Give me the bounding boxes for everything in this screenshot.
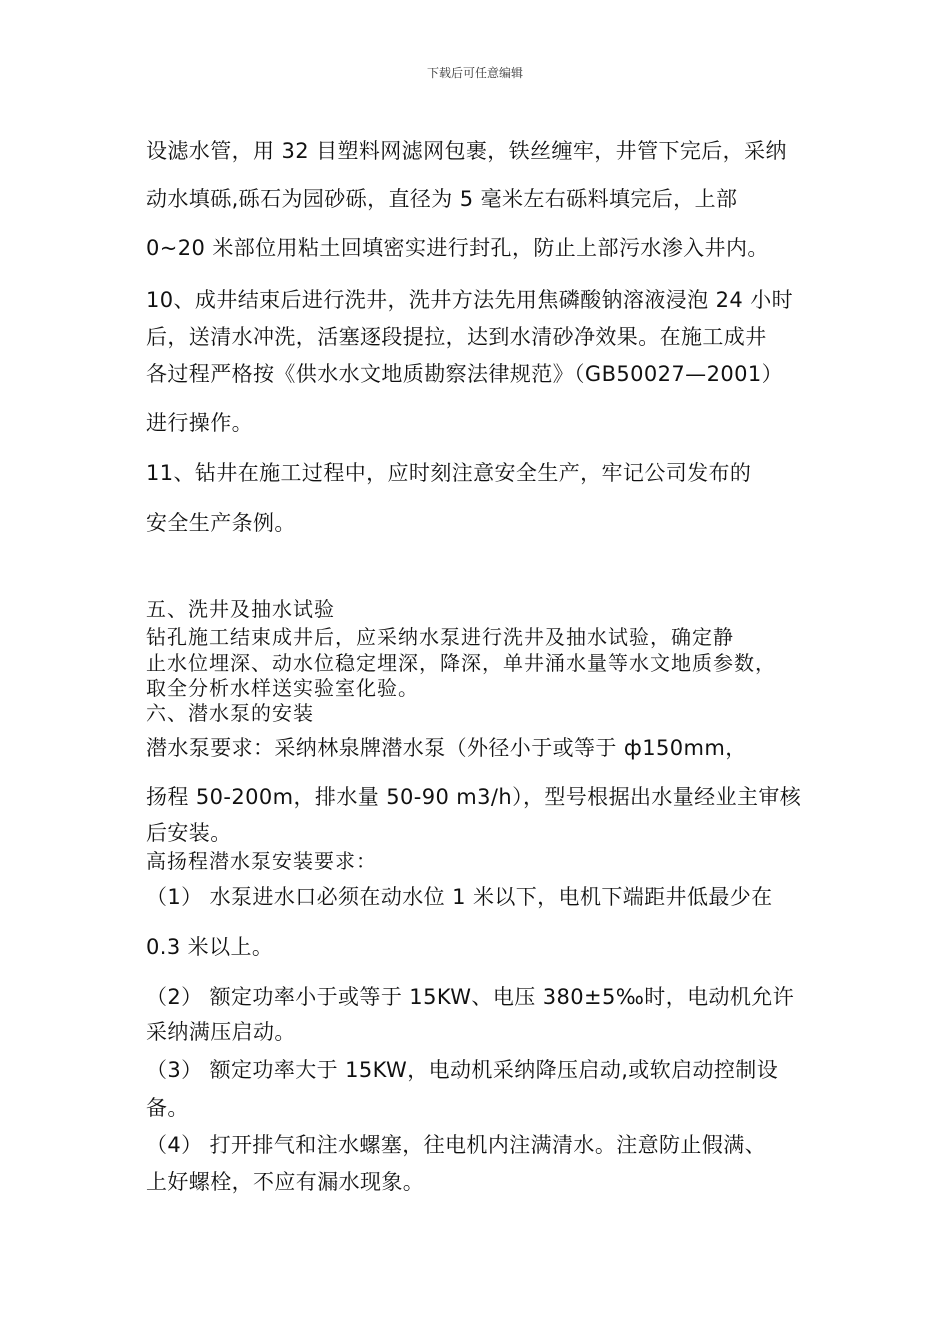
text-line: 高扬程潜水泵安装要求： bbox=[146, 849, 377, 873]
text-line: 10、成井结束后进行洗井，洗井方法先用焦磷酸钠溶液浸泡 24 小时 bbox=[146, 288, 793, 312]
text-line: 备。 bbox=[146, 1096, 189, 1120]
text-line: 后，送清水冲洗，活塞逐段提拉，达到水清砂净效果。在施工成井 bbox=[146, 325, 767, 349]
text-line: 11、钻井在施工过程中，应时刻注意安全生产，牢记公司发布的 bbox=[146, 461, 752, 485]
text-line: 进行操作。 bbox=[146, 411, 253, 435]
text-line: 动水填砾,砾石为园砂砾，直径为 5 毫米左右砾料填完后，上部 bbox=[146, 187, 738, 211]
text-line: （1） 水泵进水口必须在动水位 1 米以下，电机下端距井低最少在 bbox=[146, 885, 773, 909]
text-line: 0.3 米以上。 bbox=[146, 935, 274, 959]
text-line: 后安装。 bbox=[146, 821, 232, 845]
text-line: 扬程 50-200m，排水量 50-90 m3/h），型号根据出水量经业主审核 bbox=[146, 785, 802, 809]
section-heading: 五、洗井及抽水试验 bbox=[146, 597, 335, 621]
text-line: （3） 额定功率大于 15KW，电动机采纳降压启动,或软启动控制设 bbox=[146, 1058, 779, 1082]
page-header: 下载后可任意编辑 bbox=[426, 66, 523, 80]
text-line: 设滤水管，用 32 目塑料网滤网包裹，铁丝缠牢，井管下完后，采纳 bbox=[146, 139, 787, 163]
text-line: 钻孔施工结束成井后，应采纳水泵进行洗井及抽水试验，确定静 bbox=[146, 625, 734, 649]
text-line: 采纳满压启动。 bbox=[146, 1020, 296, 1044]
text-line: 安全生产条例。 bbox=[146, 511, 296, 535]
text-line: （4） 打开排气和注水螺塞，往电机内注满清水。注意防止假满、 bbox=[146, 1133, 767, 1157]
text-line: （2） 额定功率小于或等于 15KW、电压 380±5‰时，电动机允许 bbox=[146, 985, 795, 1009]
text-line: 各过程严格按《供水水文地质勘察法律规范》（GB50027—2001） bbox=[146, 362, 784, 386]
section-heading: 六、潜水泵的安装 bbox=[146, 701, 314, 725]
text-line: 潜水泵要求：采纳林泉牌潜水泵（外径小于或等于 ф150mm， bbox=[146, 736, 747, 760]
text-line: 上好螺栓，不应有漏水现象。 bbox=[146, 1170, 425, 1194]
text-line: 止水位埋深、动水位稳定埋深，降深，单井涌水量等水文地质参数， bbox=[146, 651, 776, 675]
text-line: 取全分析水样送实验室化验。 bbox=[146, 676, 419, 700]
text-line: 0~20 米部位用粘土回填密实进行封孔，防止上部污水渗入井内。 bbox=[146, 236, 769, 260]
